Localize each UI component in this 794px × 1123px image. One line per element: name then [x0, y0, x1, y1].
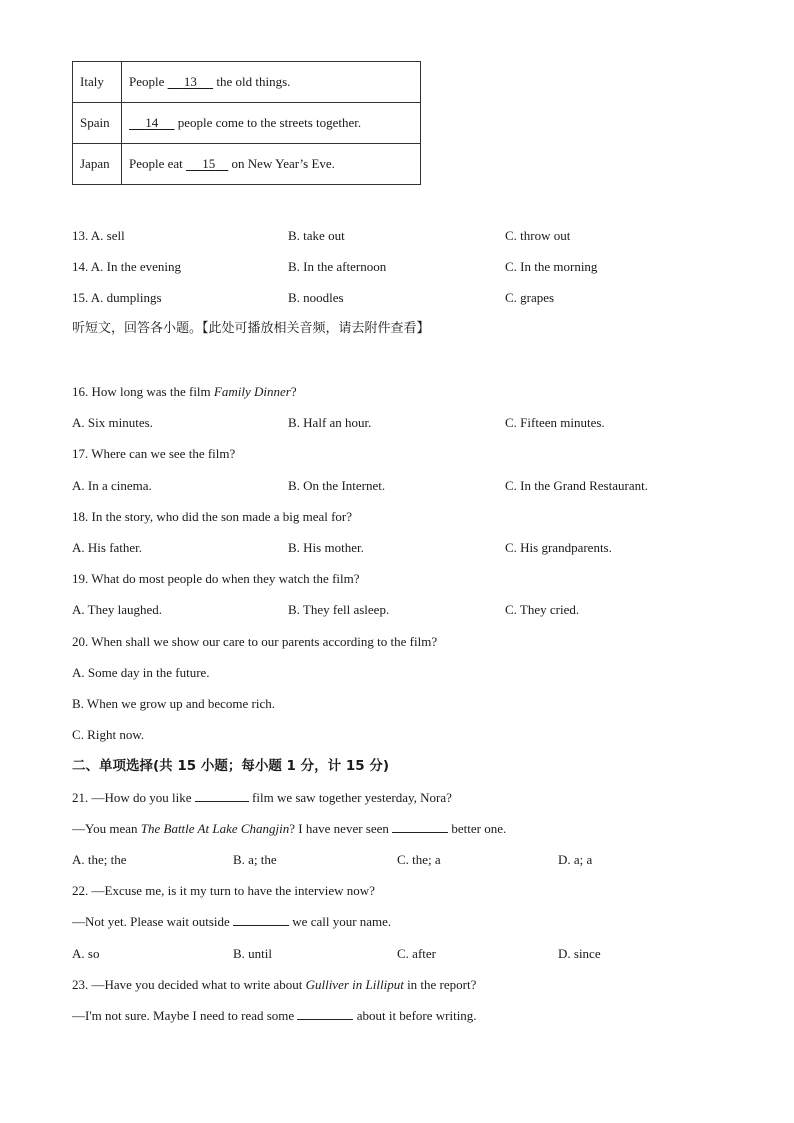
q21-line1: 21. —How do you like film we saw together yesterday, Nora?	[72, 790, 452, 805]
answer-blank	[233, 914, 289, 926]
q19-question: 19. What do most people do when they watch the film?	[72, 571, 360, 586]
q14-option-c: C. In the morning	[505, 259, 598, 274]
q20-option-c: C. Right now.	[72, 727, 145, 742]
blank-13: 13	[183, 74, 197, 89]
q17-option-c: C. In the Grand Restaurant.	[505, 478, 648, 493]
q16-option-a: A. Six minutes.	[72, 415, 153, 430]
q21-option-a: A. the; the	[72, 852, 127, 867]
film-title: Family Dinner	[213, 384, 291, 399]
q19-option-c: C. They cried.	[505, 602, 580, 617]
q15-option-c: C. grapes	[505, 290, 555, 305]
q20-option-b: B. When we grow up and become rich.	[72, 696, 276, 711]
q23-line1: 23. —Have you decided what to write about Gulliver in Lilliput in the report?	[72, 977, 477, 992]
answer-blank	[392, 821, 448, 833]
answer-blank	[297, 1008, 353, 1020]
q14-option-b: B. In the afternoon	[288, 259, 387, 274]
q21-line2: —You mean The Battle At Lake Changjin? I have never seen better one.	[72, 821, 507, 836]
country-cell: Italy	[73, 62, 122, 103]
book-title: Gulliver in Lilliput	[305, 977, 404, 992]
table-row	[73, 62, 421, 103]
q13-option-b: B. take out	[288, 228, 345, 243]
q18-option-a: A. His father.	[72, 540, 143, 555]
table-row	[73, 144, 421, 185]
q16-question: 16. How long was the film Family Dinner?	[72, 384, 297, 399]
q22-option-b: B. until	[233, 946, 273, 961]
listening-instruction: 听短文，回答各小题。【此处可播放相关音频，请去附件查看】	[72, 321, 430, 336]
q13-option-c: C. throw out	[505, 228, 571, 243]
q23-line2: —I'm not sure. Maybe I need to read some about it before writing.	[72, 1008, 477, 1023]
q19-option-a: A. They laughed.	[72, 602, 163, 617]
q20-question: 20. When shall we show our care to our parents according to the film?	[72, 634, 438, 649]
q17-option-b: B. On the Internet.	[288, 478, 386, 493]
q19-option-b: B. They fell asleep.	[288, 602, 390, 617]
q15-option-a: 15. A. dumplings	[72, 290, 162, 305]
country-cell: Spain	[73, 103, 122, 144]
q22-option-d: D. since	[558, 946, 601, 961]
festival-table	[72, 61, 421, 185]
q21-option-c: C. the; a	[397, 852, 441, 867]
blank-14: 14	[145, 115, 159, 130]
q21-option-d: D. a; a	[558, 852, 593, 867]
section-heading: 二、单项选择(共 15 小题；每小题 1 分，计 15 分)	[72, 758, 390, 774]
blank-15: 15	[202, 156, 216, 171]
sentence-cell: 14 people come to the streets together.	[122, 103, 421, 144]
q20-option-a: A. Some day in the future.	[72, 665, 210, 680]
sentence-cell: People eat 15 on New Year’s Eve.	[122, 144, 421, 185]
q18-option-c: C. His grandparents.	[505, 540, 612, 555]
film-title: The Battle At Lake Changjin	[140, 821, 290, 836]
q21-option-b: B. a; the	[233, 852, 277, 867]
q18-question: 18. In the story, who did the son made a big meal for?	[72, 509, 353, 524]
q14-option-a: 14. A. In the evening	[72, 259, 182, 274]
q16-option-c: C. Fifteen minutes.	[505, 415, 605, 430]
q17-option-a: A. In a cinema.	[72, 478, 152, 493]
q22-option-a: A. so	[72, 946, 100, 961]
sentence-cell: People 13 the old things.	[122, 62, 421, 103]
q22-option-c: C. after	[397, 946, 436, 961]
q22-line1: 22. —Excuse me, is it my turn to have the interview now?	[72, 883, 375, 898]
q18-option-b: B. His mother.	[288, 540, 364, 555]
q15-option-b: B. noodles	[288, 290, 344, 305]
q22-line2: —Not yet. Please wait outside we call your name.	[72, 914, 392, 929]
table-row	[73, 103, 421, 144]
q17-question: 17. Where can we see the film?	[72, 446, 236, 461]
q16-option-b: B. Half an hour.	[288, 415, 372, 430]
q13-option-a: 13. A. sell	[72, 228, 125, 243]
country-cell: Japan	[73, 144, 122, 185]
answer-blank	[195, 790, 249, 802]
